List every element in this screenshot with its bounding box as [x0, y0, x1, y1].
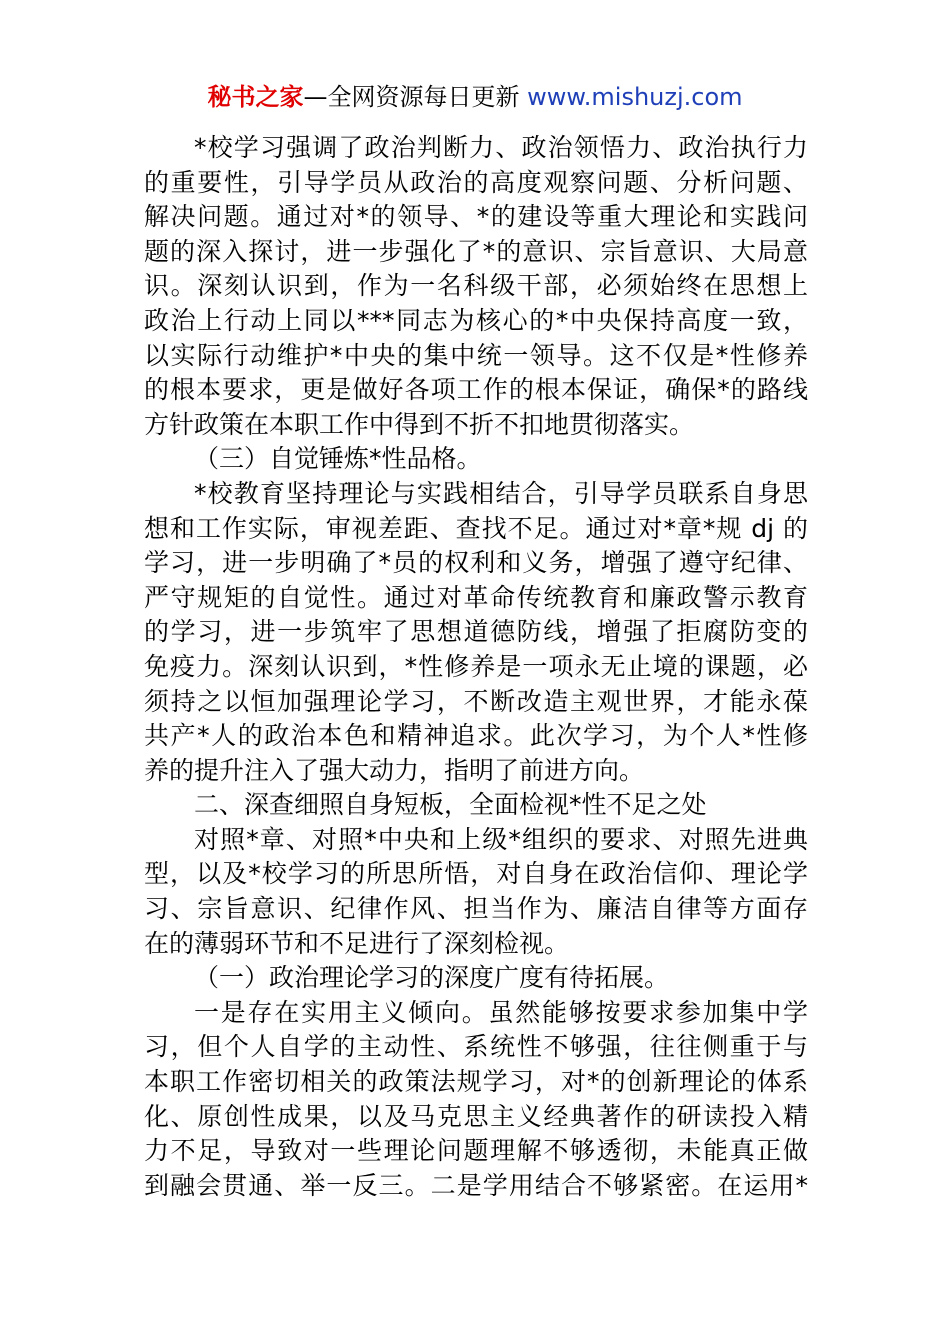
text-line: 的学习，进一步筑牢了思想道德防线，增强了拒腐防变的 [144, 617, 808, 647]
text-line: 想和工作实际，审视差距、查找不足。通过对*章*规 dj 的 [144, 513, 808, 543]
text-line: *校学习强调了政治判断力、政治领悟力、政治执行力 [194, 133, 808, 162]
text-line: 须持之以恒加强理论学习，不断改造主观世界，才能永葆 [144, 686, 808, 716]
text-line: 二、深查细照自身短板，全面检视*性不足之处 [194, 790, 707, 820]
text-line: 习、宗旨意识、纪律作风、担当作为、廉洁自律等方面存 [144, 894, 808, 924]
text-line: 的重要性，引导学员从政治的高度观察问题、分析问题、 [144, 167, 808, 197]
text-line: 学习，进一步明确了*员的权利和义务，增强了遵守纪律、 [144, 548, 808, 578]
text-line: 解决问题。通过对*的领导、*的建设等重大理论和实践问 [144, 202, 808, 232]
header-site-link[interactable]: www.mishuzj.com [527, 83, 743, 111]
text-line: 以实际行动维护*中央的集中统一领导。这不仅是*性修养 [144, 340, 808, 370]
text-line: 严守规矩的自觉性。通过对革命传统教育和廉政警示教育 [144, 582, 808, 612]
text-line: 养的提升注入了强大动力，指明了前进方向。 [144, 755, 645, 785]
text-line: 在的薄弱环节和不足进行了深刻检视。 [144, 928, 570, 958]
text-line: 习，但个人自学的主动性、系统性不够强，往往侧重于与 [144, 1032, 808, 1062]
text-line: 免疫力。深刻认识到，*性修养是一项永无止境的课题，必 [144, 651, 808, 681]
text-line: （一）政治理论学习的深度广度有待拓展。 [194, 963, 670, 993]
header-tagline: —全网资源每日更新 [303, 83, 528, 111]
text-line: 型，以及*校学习的所思所悟，对自身在政治信仰、理论学 [144, 859, 808, 889]
text-line: 到融会贯通、举一反三。二是学用结合不够紧密。在运用* [144, 1170, 808, 1200]
text-line: 政治上行动上同以***同志为核心的*中央保持高度一致， [144, 305, 808, 335]
text-line: 识。深刻认识到，作为一名科级干部，必须始终在思想上 [144, 271, 808, 301]
text-line: （三）自觉锤炼*性品格。 [194, 444, 482, 474]
document-body [144, 131, 808, 1203]
text-line: 本职工作密切相关的政策法规学习，对*的创新理论的体系 [144, 1067, 808, 1097]
text-line: 的根本要求，更是做好各项工作的根本保证，确保*的路线 [144, 375, 808, 405]
text-line: 对照*章、对照*中央和上级*组织的要求、对照先进典 [194, 824, 808, 854]
text-line: *校教育坚持理论与实践相结合，引导学员联系自身思 [194, 478, 808, 508]
page-header [0, 80, 950, 114]
text-line: 化、原创性成果，以及马克思主义经典著作的研读投入精 [144, 1101, 808, 1131]
text-line: 力不足，导致对一些理论问题理解不够透彻，未能真正做 [144, 1136, 808, 1166]
text-line: 共产*人的政治本色和精神追求。此次学习，为个人*性修 [144, 721, 808, 751]
header-brand: 秘书之家 [207, 83, 304, 111]
text-line: 方针政策在本职工作中得到不折不扣地贯彻落实。 [144, 409, 695, 439]
text-line: 题的深入探讨，进一步强化了*的意识、宗旨意识、大局意 [144, 236, 808, 266]
text-line: 一是存在实用主义倾向。虽然能够按要求参加集中学 [194, 997, 808, 1027]
